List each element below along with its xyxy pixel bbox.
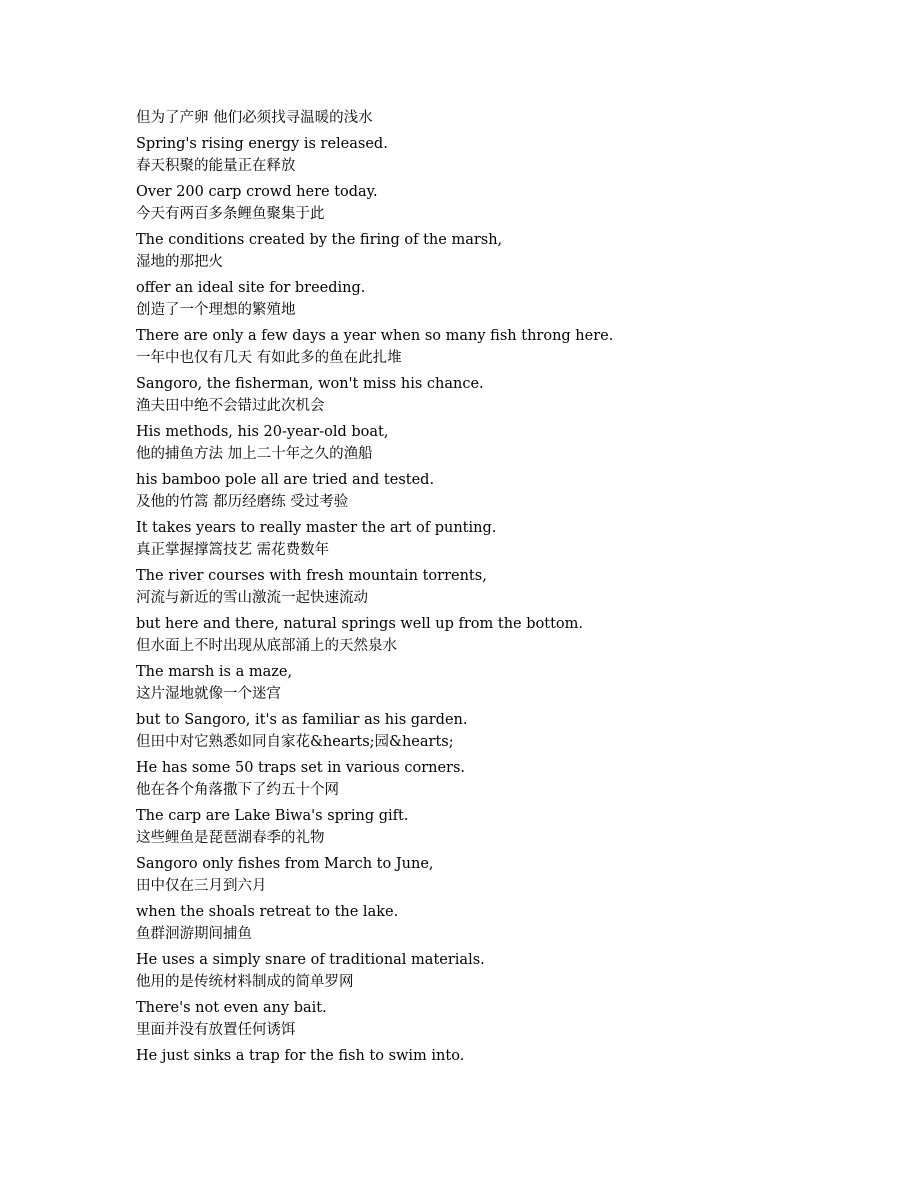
english-line: The river courses with fresh mountain torrents, xyxy=(136,568,487,584)
subtitle-pair xyxy=(136,517,836,561)
subtitle-pair xyxy=(136,565,836,609)
subtitle-pair xyxy=(136,853,836,897)
chinese-line: 河流与新近的雪山激流一起快速流动 xyxy=(136,590,368,606)
english-line: but to Sangoro, it's as familiar as his garden. xyxy=(136,712,468,728)
chinese-line: 他的捕鱼方法 加上二十年之久的渔船 xyxy=(136,446,373,462)
chinese-line: 他在各个角落撒下了约五十个网 xyxy=(136,782,339,798)
english-line: His methods, his 20-year-old boat, xyxy=(136,424,389,440)
subtitle-pair xyxy=(136,757,836,801)
subtitle-pair xyxy=(136,949,836,993)
subtitle-pair xyxy=(136,421,836,465)
chinese-line: 里面并没有放置任何诱饵 xyxy=(136,1022,296,1038)
chinese-line: 创造了一个理想的繁殖地 xyxy=(136,302,296,318)
english-line: The conditions created by the firing of the marsh, xyxy=(136,232,503,248)
subtitle-pair xyxy=(136,469,836,513)
subtitle-pair xyxy=(136,709,836,753)
english-line: There's not even any bait. xyxy=(136,1000,327,1016)
subtitle-pair xyxy=(136,181,836,225)
chinese-line: 这些鲤鱼是琵琶湖春季的礼物 xyxy=(136,830,325,846)
chinese-line: 田中仅在三月到六月 xyxy=(136,878,267,894)
chinese-line: 但为了产卵 他们必须找寻温暖的浅水 xyxy=(136,110,373,126)
english-line: his bamboo pole all are tried and tested. xyxy=(136,472,435,488)
chinese-line: 真正掌握撑篙技艺 需花费数年 xyxy=(136,542,330,558)
chinese-line: 他用的是传统材料制成的简单罗网 xyxy=(136,974,354,990)
subtitle-pair xyxy=(136,325,836,369)
english-line: There are only a few days a year when so many fish throng here. xyxy=(136,328,614,344)
chinese-line: 但水面上不时出现从底部涌上的天然泉水 xyxy=(136,638,397,654)
chinese-line: 这片湿地就像一个迷宫 xyxy=(136,686,281,702)
english-line: He has some 50 traps set in various corners. xyxy=(136,760,466,776)
subtitle-pair xyxy=(136,805,836,849)
chinese-line: 一年中也仅有几天 有如此多的鱼在此扎堆 xyxy=(136,350,402,366)
english-line: The carp are Lake Biwa's spring gift. xyxy=(136,808,409,824)
subtitle-pair xyxy=(136,1045,836,1067)
chinese-line: 今天有两百多条鲤鱼聚集于此 xyxy=(136,206,325,222)
subtitle-pair xyxy=(136,107,836,129)
chinese-line: 鱼群洄游期间捕鱼 xyxy=(136,926,252,942)
subtitle-pair xyxy=(136,277,836,321)
chinese-line: 但田中对它熟悉如同自家花&hearts;园&hearts; xyxy=(136,734,454,750)
english-line: Spring's rising energy is released. xyxy=(136,136,388,152)
subtitle-pair xyxy=(136,997,836,1041)
english-line: The marsh is a maze, xyxy=(136,664,293,680)
english-line: He just sinks a trap for the fish to swim into. xyxy=(136,1048,465,1064)
chinese-line: 湿地的那把火 xyxy=(136,254,223,270)
chinese-line: 春天积聚的能量正在释放 xyxy=(136,158,296,174)
subtitle-pair xyxy=(136,613,836,657)
subtitle-pair xyxy=(136,133,836,177)
english-line: Sangoro, the fisherman, won't miss his chance. xyxy=(136,376,484,392)
english-line: It takes years to really master the art of punting. xyxy=(136,520,497,536)
english-line: He uses a simply snare of traditional materials. xyxy=(136,952,485,968)
subtitle-pair xyxy=(136,901,836,945)
english-line: Sangoro only fishes from March to June, xyxy=(136,856,434,872)
subtitle-pair xyxy=(136,661,836,705)
subtitle-pair xyxy=(136,373,836,417)
document-page xyxy=(136,107,836,1071)
english-line: but here and there, natural springs well up from the bottom. xyxy=(136,616,583,632)
chinese-line: 渔夫田中绝不会错过此次机会 xyxy=(136,398,325,414)
english-line: when the shoals retreat to the lake. xyxy=(136,904,399,920)
english-line: offer an ideal site for breeding. xyxy=(136,280,366,296)
chinese-line: 及他的竹篙 都历经磨练 受过考验 xyxy=(136,494,349,510)
english-line: Over 200 carp crowd here today. xyxy=(136,184,378,200)
subtitle-pair xyxy=(136,229,836,273)
